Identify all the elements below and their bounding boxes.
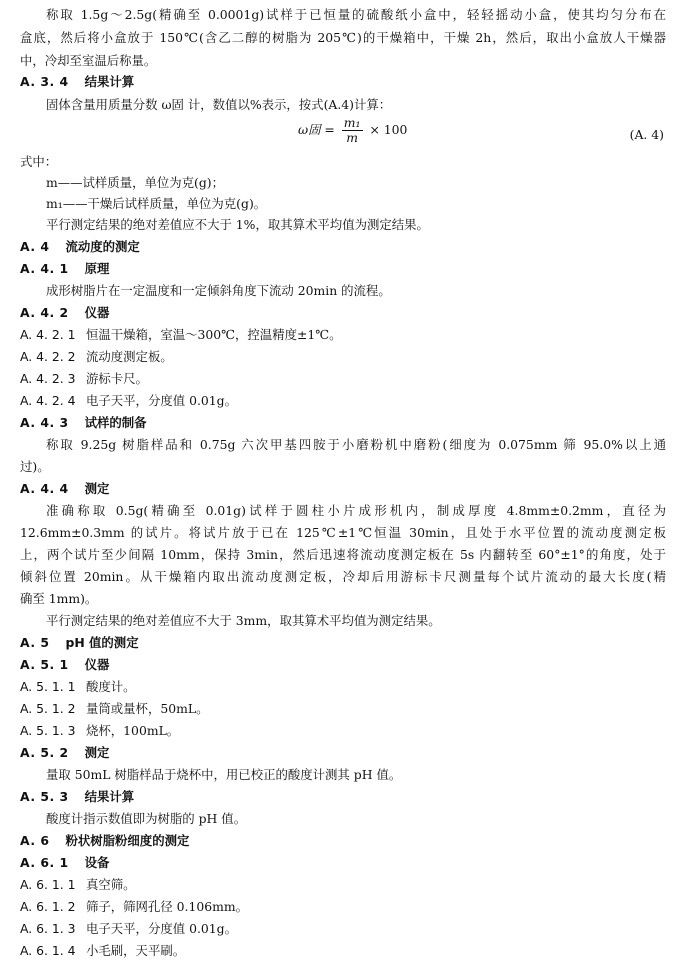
- paragraph-line: 确至 1mm)。: [20, 591, 98, 606]
- formula-rhs: × 100: [369, 122, 408, 137]
- section-title: 流动度的测定: [65, 239, 140, 254]
- section-title: 原理: [84, 261, 110, 276]
- item-text: 小毛刷，天平刷。: [86, 943, 186, 958]
- item-number: A. 5. 1. 2: [20, 701, 76, 716]
- section-title: pH 值的测定: [65, 635, 139, 650]
- item-text: 恒温干燥箱，室温～300℃，控温精度±1℃。: [86, 327, 342, 342]
- section-title: 仪器: [84, 305, 110, 320]
- fraction-numerator: m₁: [343, 115, 361, 130]
- section-title: 测定: [84, 481, 110, 496]
- section-heading-a5: [20, 632, 666, 653]
- item-number: A. 5. 1. 1: [20, 679, 76, 694]
- paragraph-line: 平行测定结果的绝对差值应不大于 1%，取其算术平均值为测定结果。: [46, 217, 429, 232]
- formula-a4: [298, 116, 407, 152]
- item-text: 筛子，筛网孔径 0.106mm。: [86, 899, 249, 914]
- item-number: A. 4. 2. 1: [20, 327, 76, 342]
- list-item: [20, 346, 666, 367]
- variable-definition: m₁——干燥后试样质量，单位为克(g)。: [46, 196, 267, 211]
- paragraph-line: 固体含量用质量分数 ω固 计，数值以%表示，按式(A.4)计算：: [46, 97, 392, 112]
- paragraph-line: 中，冷却至室温后称量。: [20, 53, 157, 68]
- list-item: [20, 720, 666, 741]
- section-title: 结果计算: [84, 74, 135, 89]
- section-number: A. 4. 3: [20, 415, 69, 430]
- item-text: 量筒或量杯，50mL。: [86, 701, 209, 716]
- section-title: 测定: [84, 745, 110, 760]
- section-number: A. 6. 1: [20, 855, 69, 870]
- paragraph-line: 12.6mm±0.3mm 的试片。将试片放于已在 125℃±1℃恒温 30min，且处于水平位置的流动度测定板: [20, 525, 666, 540]
- item-text: 烧杯，100mL。: [86, 723, 180, 738]
- paragraph-line: 称取 9.25g 树脂样品和 0.75g 六次甲基四胺于小磨粉机中磨粉(细度为 0.075mm 筛 95.0%以上通: [46, 437, 666, 452]
- list-item: [20, 324, 666, 345]
- paragraph-line: 倾斜位置 20min。从干燥箱内取出流动度测定板，冷却后用游标卡尺测量每个试片流动的最大长度(精: [20, 569, 666, 584]
- item-number: A. 4. 2. 4: [20, 393, 76, 408]
- paragraph-line: 上，两个试片至少间隔 10mm，保持 3min，然后迅速将流动度测定板在 5s 内翻转至 60°±1°的角度，处于: [20, 547, 666, 562]
- section-number: A. 5: [20, 635, 50, 650]
- formula-lhs: ω固 =: [298, 122, 335, 137]
- section-title: 粉状树脂粉细度的测定: [65, 833, 190, 848]
- paragraph-line: 平行测定结果的绝对差值应不大于 3mm，取其算术平均值为测定结果。: [46, 613, 441, 628]
- section-title: 结果计算: [84, 789, 135, 804]
- list-item: [20, 390, 666, 411]
- section-heading-a51: [20, 654, 666, 675]
- section-number: A. 3. 4: [20, 74, 69, 89]
- list-item: [20, 940, 666, 961]
- item-text: 电子天平，分度值 0.01g。: [86, 393, 237, 408]
- item-number: A. 4. 2. 2: [20, 349, 76, 364]
- list-item: [20, 698, 666, 719]
- section-number: A. 5. 2: [20, 745, 69, 760]
- section-heading-a44: [20, 478, 666, 499]
- paragraph-line: 盒底，然后将小盒放于 150℃(含乙二醇的树脂为 205℃)的干燥箱中，干燥 2h，然后，取出小盒放人干燥器: [20, 30, 666, 45]
- section-heading-a61: [20, 852, 666, 873]
- section-heading-a42: [20, 302, 666, 323]
- section-title: 仪器: [84, 657, 110, 672]
- list-item: [20, 874, 666, 895]
- section-heading-a52: [20, 742, 666, 763]
- section-heading-a53: [20, 786, 666, 807]
- item-number: A. 5. 1. 3: [20, 723, 76, 738]
- paragraph-line: 称取 1.5g～2.5g(精确至 0.0001g)试样于已恒量的硫酸纸小盒中，轻轻摇动小盒，使其均匀分布在: [46, 7, 666, 22]
- item-text: 游标卡尺。: [86, 371, 148, 386]
- section-title: 试样的制备: [84, 415, 147, 430]
- item-text: 流动度测定板。: [86, 349, 173, 364]
- item-text: 真空筛。: [86, 877, 136, 892]
- variable-definition: m——试样质量，单位为克(g)；: [46, 175, 225, 190]
- paragraph-line: 量取 50mL 树脂样品于烧杯中，用已校正的酸度计测其 pH 值。: [46, 767, 402, 782]
- item-text: 电子天平，分度值 0.01g。: [86, 921, 237, 936]
- section-heading-a34: [20, 71, 666, 92]
- equation-number: (A. 4): [629, 127, 664, 142]
- section-number: A. 4. 1: [20, 261, 69, 276]
- paragraph-line: 酸度计指示数值即为树脂的 pH 值。: [46, 811, 247, 826]
- paragraph-line: 准确称取 0.5g(精确至 0.01g)试样于圆柱小片成形机内，制成厚度 4.8mm±0.2mm，直径为: [46, 503, 666, 518]
- section-number: A. 6: [20, 833, 50, 848]
- item-number: A. 6. 1. 1: [20, 877, 76, 892]
- list-item: [20, 896, 666, 917]
- list-item: [20, 918, 666, 939]
- section-heading-a6: [20, 830, 666, 851]
- section-heading-a43: [20, 412, 666, 433]
- section-number: A. 4: [20, 239, 50, 254]
- list-item: [20, 368, 666, 389]
- list-item: [20, 676, 666, 697]
- paragraph-line: 过)。: [20, 459, 50, 474]
- item-number: A. 6. 1. 3: [20, 921, 76, 936]
- section-number: A. 4. 2: [20, 305, 69, 320]
- section-title: 设备: [84, 855, 110, 870]
- section-number: A. 5. 3: [20, 789, 69, 804]
- section-number: A. 4. 4: [20, 481, 69, 496]
- paragraph-line: 成形树脂片在一定温度和一定倾斜角度下流动 20min 的流程。: [46, 283, 391, 298]
- section-number: A. 5. 1: [20, 657, 69, 672]
- fraction-denominator: m: [346, 130, 359, 145]
- item-number: A. 6. 1. 4: [20, 943, 76, 958]
- item-number: A. 6. 1. 2: [20, 899, 76, 914]
- item-text: 酸度计。: [86, 679, 136, 694]
- fraction: [342, 116, 363, 145]
- paragraph-line: 式中：: [20, 154, 58, 169]
- section-heading-a4: [20, 236, 666, 257]
- section-heading-a41: [20, 258, 666, 279]
- item-number: A. 4. 2. 3: [20, 371, 76, 386]
